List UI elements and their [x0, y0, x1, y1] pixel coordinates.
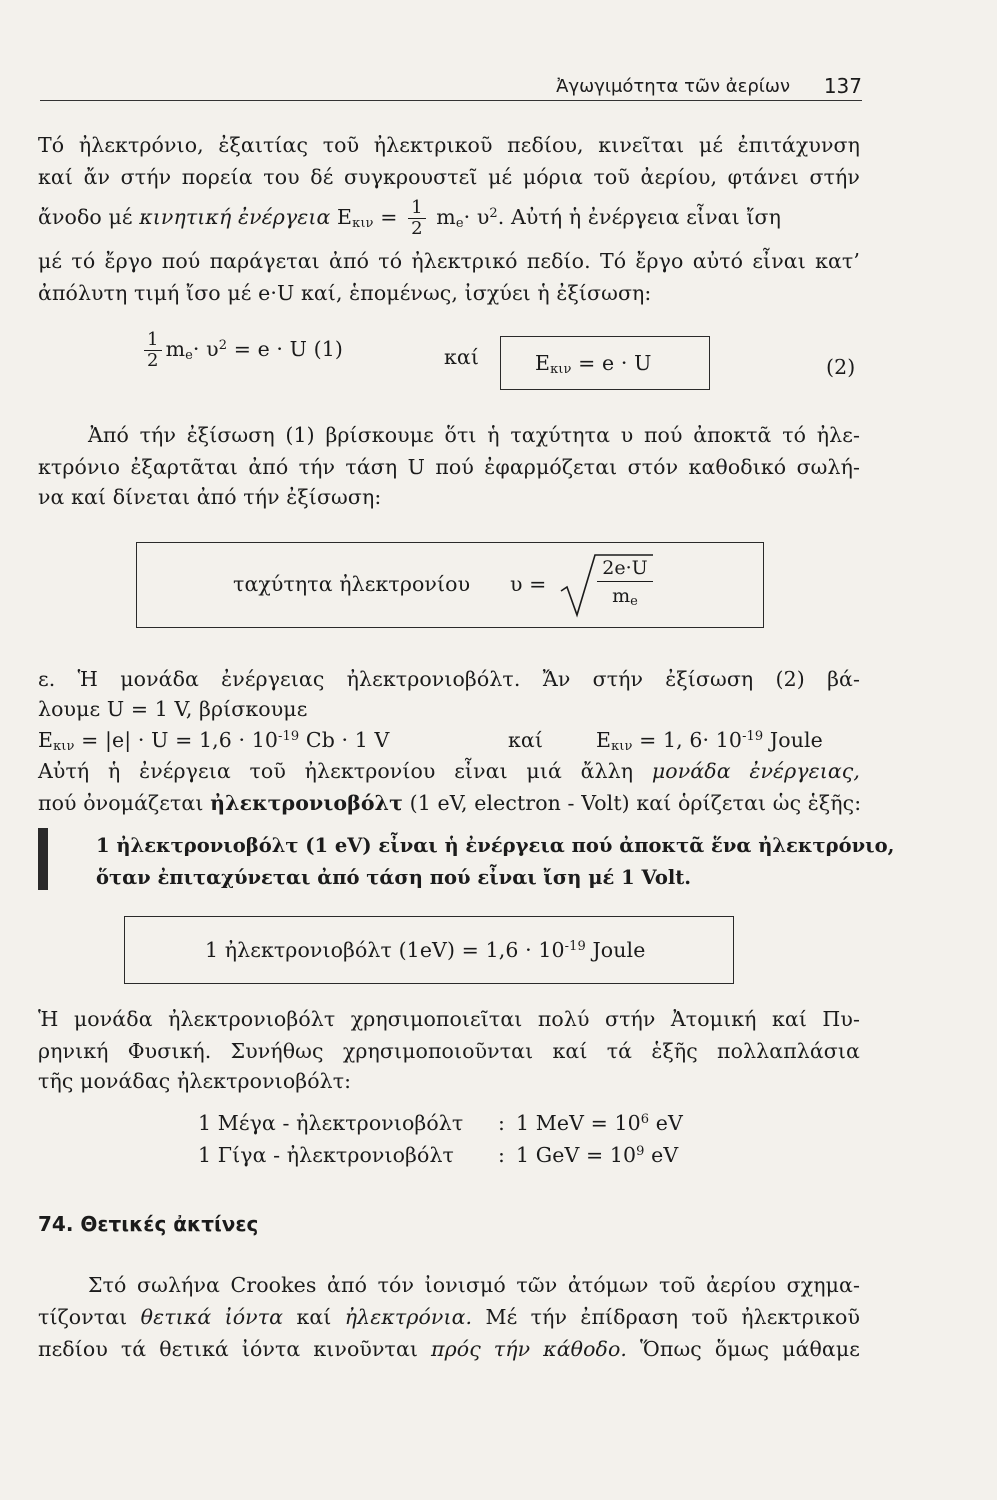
- para2-line2: κτρόνιο ἐξαρτᾶται ἀπό τήν τάση U πού ἐφαρμόζεται στόν καθοδικό σωλή-: [38, 455, 860, 479]
- speed-formula-box: [136, 542, 764, 628]
- multiple-gev: 1 Γίγα - ἠλεκτρονιοβόλτ : 1 GeV = $10^9$ eV: [198, 1143, 679, 1167]
- fraction-half: $\frac{1}{2}$: [408, 198, 426, 239]
- speed-lhs: υ =: [510, 572, 547, 596]
- sqrt-fraction: 2e·U $m_e$: [597, 555, 653, 610]
- para1-line5: ἀπόλυτη τιμή ἴσο μέ e·U καί, ἑπομένως, ἰσχύει ἡ ἐξίσωση:: [38, 281, 652, 305]
- page-number: 137: [823, 74, 862, 98]
- para4-line1: Ἡ μονάδα ἠλεκτρονιοβόλτ χρησιμοποιεῖται πολύ στήν Ἀτομική καί Πυ-: [38, 1007, 860, 1031]
- para3-line3a: $E_{\kappa\iota\nu} = |e| \cdot U = 1,6 \cdot 10^{-19}$ Cb · 1 V: [38, 728, 390, 754]
- text: . Αὐτή ἡ ἐνέργεια εἶναι ἴση: [497, 205, 781, 229]
- section-number: 74.: [38, 1212, 74, 1236]
- para3-line3-kai: καί: [508, 728, 543, 752]
- italic-term: κινητική ἐνέργεια: [139, 205, 331, 229]
- symbol: =: [380, 205, 398, 229]
- definition-line1: 1 ἠλεκτρονιοβόλτ (1 eV) εἶναι ἡ ἐνέργεια πού ἀποκτᾶ ἕνα ἠλεκτρόνιο,: [96, 834, 895, 857]
- para1-line1: Τό ἠλεκτρόνιο, ἐξαιτίας τοῦ ἠλεκτρικοῦ πεδίου, κινεῖται μέ ἐπιτάχυνση: [38, 133, 860, 157]
- subscript: κιν: [352, 216, 374, 231]
- text: ἄνοδο μέ: [38, 205, 133, 229]
- equation-2-label: (2): [826, 355, 856, 379]
- symbol: · υ: [463, 205, 490, 229]
- para5-line3: πεδίου τά θετικά ἰόντα κινοῦνται πρός τήν κάθοδο. Ὅπως ὅμως μάθαμε: [38, 1337, 860, 1361]
- para3-line4: Αὐτή ἡ ἐνέργεια τοῦ ἠλεκτρονίου εἶναι μιά ἄλλη μονάδα ἐνέργειας,: [38, 759, 860, 783]
- fraction-half: $\frac{1}{2}$: [144, 330, 162, 371]
- para1-line2: καί ἄν στήν πορεία του δέ συγκρουστεῖ μέ μόρια τοῦ ἀερίου, φτάνει στήν: [38, 165, 860, 189]
- symbol: m: [436, 205, 456, 229]
- definition-line2: ὅταν ἐπιταχύνεται ἀπό τάση πού εἶναι ἴση μέ 1 Volt.: [96, 866, 692, 889]
- ev-definition-box: [124, 916, 734, 984]
- ev-equation: 1 ἠλεκτρονιοβόλτ $(1eV) = 1,6 \cdot 10^{-19}$ Joule: [205, 938, 646, 962]
- equation-1: $\frac{1}{2}$ $m_e\cdot \upsilon^2 = e \cdot U$ (1): [140, 330, 343, 371]
- section-heading: [38, 1212, 258, 1236]
- para3-line1: ε. Ἡ μονάδα ἐνέργειας ἠλεκτρονιοβόλτ. Ἄν στήν ἐξίσωση (2) βά-: [38, 667, 860, 691]
- multiple-mev: 1 Μέγα - ἠλεκτρονιοβόλτ : 1 MeV = $10^6$ eV: [198, 1111, 683, 1135]
- para5-line1: Στό σωλήνα Crookes ἀπό τόν ἰονισμό τῶν ἀτόμων τοῦ ἀερίου σχημα-: [88, 1273, 860, 1297]
- eq1-kai: καί: [444, 345, 479, 369]
- para4-line2: ρηνική Φυσική. Συνήθως χρησιμοποιοῦνται καί τά ἑξῆς πολλαπλάσια: [38, 1039, 860, 1063]
- para1-line4: μέ τό ἔργο πού παράγεται ἀπό τό ἠλεκτρικό πεδίο. Τό ἔργο αὐτό εἶναι κατ’: [38, 249, 860, 273]
- para1-line3: [38, 198, 860, 239]
- para2-line1: Ἀπό τήν ἐξίσωση (1) βρίσκουμε ὅτι ἡ ταχύτητα υ πού ἀποκτᾶ τό ἠλε-: [88, 423, 860, 447]
- definition-bar: [38, 828, 48, 890]
- para3-line2: λουμε U = 1 V, βρίσκουμε: [38, 697, 308, 721]
- superscript: 2: [489, 206, 498, 221]
- page-header: [40, 70, 862, 101]
- para3-line3b: $E_{\kappa\iota\nu} = 1$, $6\cdot 10^{-19}$ Joule: [596, 728, 823, 754]
- equation-2-box: $E_{\kappa\iota\nu} = e \cdot U$: [500, 336, 710, 390]
- para2-line3: να καί δίνεται ἀπό τήν ἐξίσωση:: [38, 485, 382, 509]
- symbol: E: [337, 205, 353, 229]
- section-title: Θετικές ἀκτίνες: [80, 1212, 259, 1236]
- para3-line5: πού ὀνομάζεται ἠλεκτρονιοβόλτ (1 eV, electron - Volt) καί ὁρίζεται ὡς ἑξῆς:: [38, 791, 862, 815]
- para5-line2: τίζονται θετικά ἰόντα καί ἠλεκτρόνια. Μέ τήν ἐπίδραση τοῦ ἠλεκτρικοῦ: [38, 1305, 861, 1329]
- running-title: Ἀγωγιμότητα τῶν ἀερίων: [556, 76, 790, 97]
- subscript: e: [455, 216, 464, 231]
- para4-line3: τῆς μονάδας ἠλεκτρονιοβόλτ:: [38, 1069, 352, 1093]
- speed-label: ταχύτητα ἠλεκτρονίου: [233, 572, 471, 596]
